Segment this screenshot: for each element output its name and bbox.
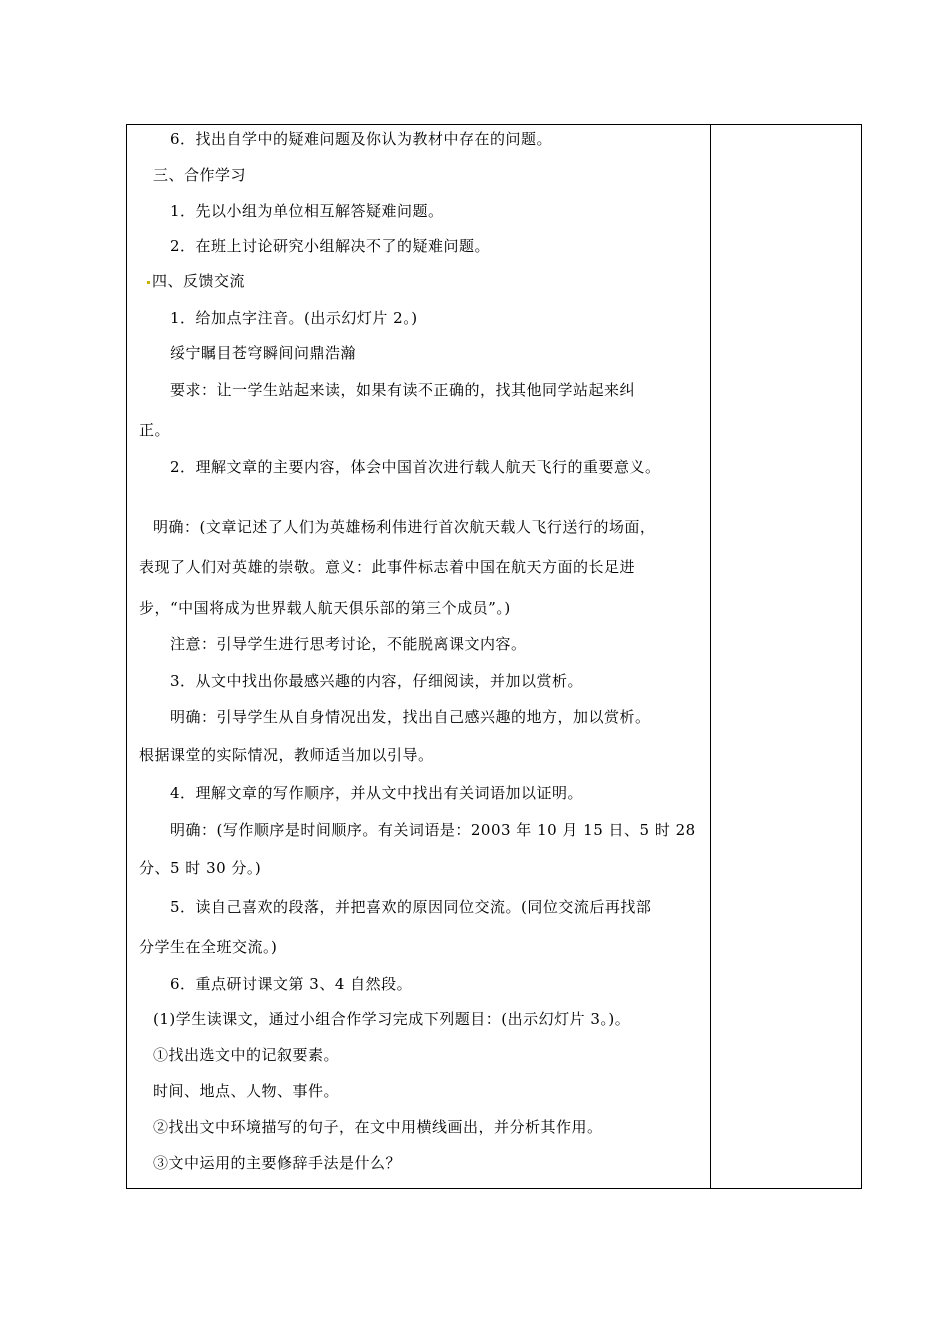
text-line: 分学生在全班交流。) bbox=[139, 938, 278, 956]
text-line: 6．重点研讨课文第 3、4 自然段。 bbox=[170, 975, 413, 993]
text-line: 要求：让一学生站起来读，如果有读不正确的，找其他同学站起来纠 bbox=[170, 381, 636, 399]
text-line: ②找出文中环境描写的句子，在文中用横线画出，并分析其作用。 bbox=[153, 1118, 603, 1136]
text-line: 2．在班上讨论研究小组解决不了的疑难问题。 bbox=[170, 237, 491, 255]
text-line: 3．从文中找出你最感兴趣的内容，仔细阅读，并加以赏析。 bbox=[170, 672, 584, 690]
text-line: 表现了人们对英雄的崇敬。意义：此事件标志着中国在航天方面的长足进 bbox=[139, 558, 636, 576]
text-line: 2．理解文章的主要内容，体会中国首次进行载人航天飞行的重要意义。 bbox=[170, 458, 661, 476]
text-line: 明确：(写作顺序是时间顺序。有关词语是：2003 年 10 月 15 日、5 时 28 bbox=[170, 821, 696, 839]
text-line: 4．理解文章的写作顺序，并从文中找出有关词语加以证明。 bbox=[170, 784, 584, 802]
marker-dot bbox=[147, 281, 150, 284]
text-line: 1．给加点字注音。(出示幻灯片 2。) bbox=[170, 309, 418, 327]
text-line: ①找出选文中的记叙要素。 bbox=[153, 1046, 340, 1064]
section-heading-label: 四、反馈交流 bbox=[152, 272, 246, 290]
text-line: 注意：引导学生进行思考讨论，不能脱离课文内容。 bbox=[170, 635, 527, 653]
text-line: (1)学生读课文，通过小组合作学习完成下列题目：(出示幻灯片 3。)。 bbox=[153, 1010, 631, 1028]
text-line: ③文中运用的主要修辞手法是什么？ bbox=[153, 1154, 402, 1172]
text-line: 时间、地点、人物、事件。 bbox=[153, 1082, 340, 1100]
text-line: 步，“中国将成为世界载人航天俱乐部的第三个成员”。) bbox=[139, 599, 511, 617]
text-line: 明确：引导学生从自身情况出发，找出自己感兴趣的地方，加以赏析。 bbox=[170, 708, 651, 726]
text-line: 1．先以小组为单位相互解答疑难问题。 bbox=[170, 202, 444, 220]
text-line: 6．找出自学中的疑难问题及你认为教材中存在的问题。 bbox=[170, 130, 553, 148]
text-line: 正。 bbox=[139, 421, 171, 439]
notes-cell bbox=[711, 125, 861, 1188]
section-heading bbox=[145, 271, 245, 291]
text-line: 明确：(文章记述了人们为英雄杨利伟进行首次航天载人飞行送行的场面， bbox=[153, 518, 656, 536]
lesson-table bbox=[126, 124, 862, 1189]
text-line: 绥宁瞩目苍穹瞬间问鼎浩瀚 bbox=[170, 344, 357, 362]
text-line: 5．读自己喜欢的段落，并把喜欢的原因同位交流。(同位交流后再找部 bbox=[170, 898, 652, 916]
text-line: 分、5 时 30 分。) bbox=[139, 859, 262, 877]
text-line: 根据课堂的实际情况，教师适当加以引导。 bbox=[139, 746, 434, 764]
section-heading: 三、合作学习 bbox=[153, 166, 247, 184]
